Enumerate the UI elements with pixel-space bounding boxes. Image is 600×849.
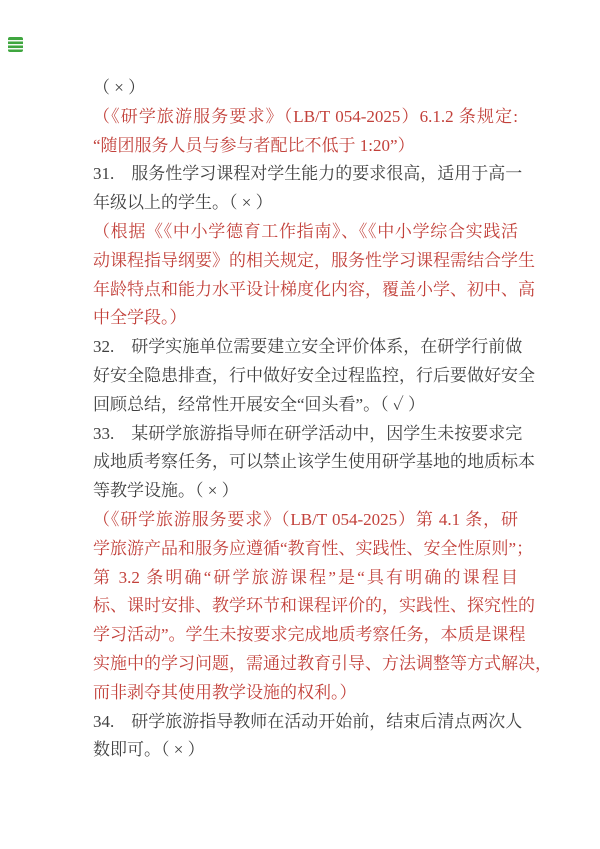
text-line: 年级以上的学生。（ × ） xyxy=(93,193,273,213)
text-line: “随团服务人员与参与者配比不低于 1:20”） xyxy=(93,135,415,155)
text-line: 年龄特点和能力水平设计梯度化内容，覆盖小学、初中、高 xyxy=(93,279,535,299)
document-body xyxy=(93,74,552,765)
text-line: 好安全隐患排查，行中做好安全过程监控，行后要做好安全 xyxy=(93,365,535,385)
text-line: 第 3.2 条明确“研学旅游课程”是“具有明确的课程目 xyxy=(93,567,518,587)
text-line: 实施中的学习问题，需通过教育引导、方法调整等方式解决， xyxy=(93,653,552,673)
text-line: 32. 研学实施单位需要建立安全评价体系，在研学行前做 xyxy=(93,337,523,357)
text-line: 动课程指导纲要》的相关规定，服务性学习课程需结合学生 xyxy=(93,250,535,270)
text-line: （《研学旅游服务要求》（LB/T 054-2025）第 4.1 条，研 xyxy=(93,509,518,529)
text-line: （《研学旅游服务要求》（LB/T 054-2025）6.1.2 条规定: xyxy=(93,106,518,126)
text-line: 数即可。（ × ） xyxy=(93,740,205,760)
text-line: 成地质考察任务，可以禁止该学生使用研学基地的地质标本 xyxy=(93,452,535,472)
text-line: 学旅游产品和服务应遵循“教育性、实践性、安全性原则”； xyxy=(93,538,534,558)
text-line: 标、课时安排、教学环节和课程评价的，实践性、探究性的 xyxy=(93,596,535,616)
text-line: 31. 服务性学习课程对学生能力的要求很高，适用于高一 xyxy=(93,164,523,184)
green-grid-icon xyxy=(8,37,23,52)
text-line: 等教学设施。（ × ） xyxy=(93,481,239,501)
text-line: 而非剥夺其使用教学设施的权利。） xyxy=(93,682,357,702)
text-line: 回顾总结，经常性开展安全“回头看”。（ ✓ ） xyxy=(93,394,426,414)
text-line: 中全学段。） xyxy=(93,308,187,328)
text-line: （根据《《中小学德育工作指南》、《《中小学综合实践活 xyxy=(93,221,518,241)
text-line: 34. 研学旅游指导教师在活动开始前，结束后清点两次人 xyxy=(93,711,523,731)
text-line: （ × ） xyxy=(93,78,146,97)
text-line: 33. 某研学旅游指导师在研学活动中，因学生未按要求完 xyxy=(93,423,523,443)
text-line: 学习活动”。学生未按要求完成地质考察任务，本质是课程 xyxy=(93,625,526,645)
